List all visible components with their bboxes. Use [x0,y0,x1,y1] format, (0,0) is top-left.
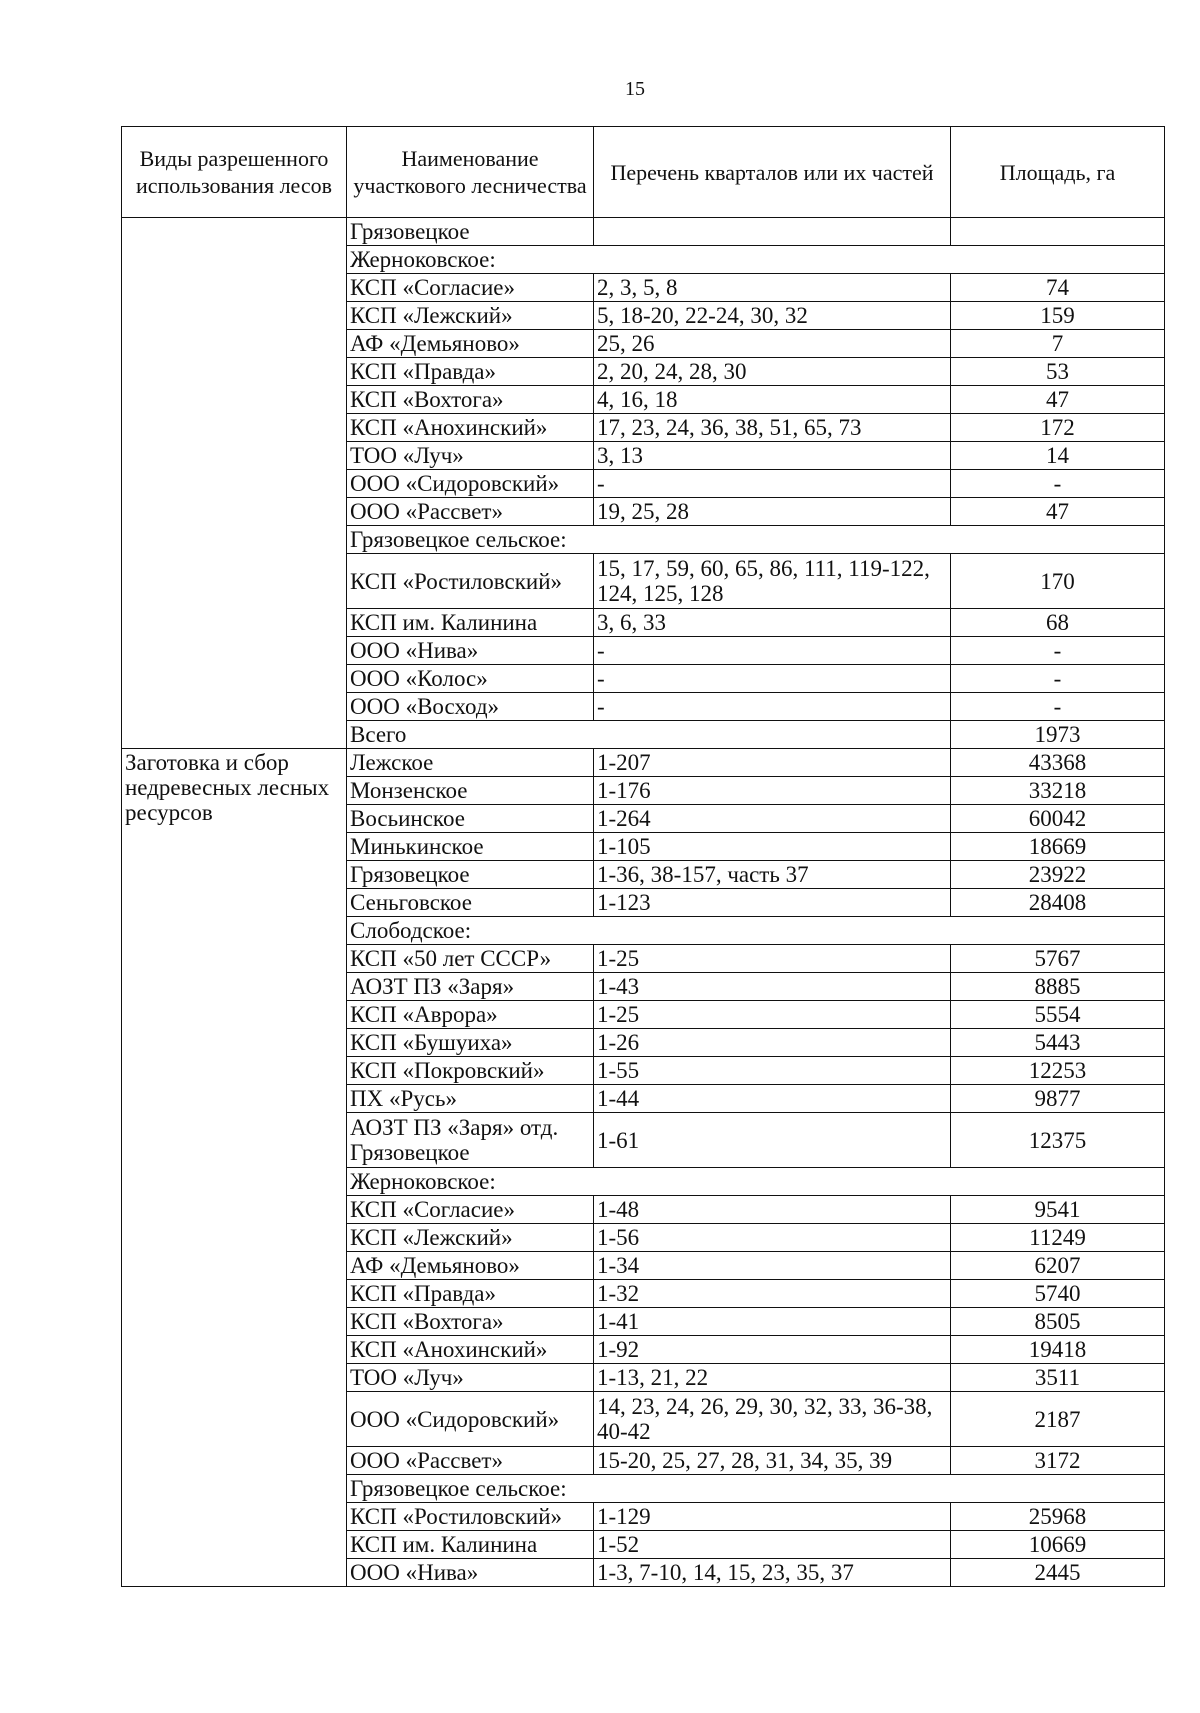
header-area: Площадь, га [951,127,1165,218]
forestry-group-cell: Жерноковское: [347,1168,1165,1196]
forestry-name-cell: КСП им. Калинина [347,609,594,637]
quarters-cell: 1-41 [594,1308,951,1336]
forestry-name-cell: ООО «Колос» [347,665,594,693]
forestry-name-cell: КСП «50 лет СССР» [347,945,594,973]
forestry-name-cell: КСП «Покровский» [347,1057,594,1085]
forestry-name-cell: КСП «Согласие» [347,1196,594,1224]
table-body [122,218,1165,1587]
forestry-name-cell: КСП «Анохинский» [347,414,594,442]
area-cell: 23922 [951,861,1165,889]
quarters-cell: - [594,693,951,721]
area-cell: 2445 [951,1559,1165,1587]
forest-use-table [121,126,1165,1587]
forestry-name-cell: КСП «Лежский» [347,1224,594,1252]
total-label-cell: Всего [347,721,951,749]
area-cell: 47 [951,498,1165,526]
forestry-name-cell: ООО «Сидоровский» [347,1392,594,1447]
area-cell: 14 [951,442,1165,470]
quarters-cell: 15, 17, 59, 60, 65, 86, 111, 119-122, 124, 125, 128 [594,554,951,609]
quarters-cell: 1-207 [594,749,951,777]
quarters-cell: 15-20, 25, 27, 28, 31, 34, 35, 39 [594,1447,951,1475]
quarters-cell: 1-25 [594,945,951,973]
area-cell: 3511 [951,1364,1165,1392]
forestry-name-cell: КСП «Ростиловский» [347,1503,594,1531]
area-cell: 2187 [951,1392,1165,1447]
quarters-cell: 1-52 [594,1531,951,1559]
area-cell: 5767 [951,945,1165,973]
forestry-name-cell: КСП «Лежский» [347,302,594,330]
quarters-cell: 1-264 [594,805,951,833]
area-cell: 3172 [951,1447,1165,1475]
forestry-name-cell: Монзенское [347,777,594,805]
area-cell: 10669 [951,1531,1165,1559]
area-cell: - [951,637,1165,665]
forestry-name-cell: ООО «Нива» [347,637,594,665]
quarters-cell: 1-176 [594,777,951,805]
forestry-name-cell: КСП «Вохтога» [347,1308,594,1336]
quarters-cell: 1-25 [594,1001,951,1029]
quarters-cell: 2, 3, 5, 8 [594,274,951,302]
forestry-name-cell: ООО «Рассвет» [347,498,594,526]
area-cell: 159 [951,302,1165,330]
forestry-name-cell: КСП «Согласие» [347,274,594,302]
area-cell: 1973 [951,721,1165,749]
quarters-cell: 1-129 [594,1503,951,1531]
area-cell: 9541 [951,1196,1165,1224]
area-cell: 8505 [951,1308,1165,1336]
area-cell: 11249 [951,1224,1165,1252]
area-cell: 5443 [951,1029,1165,1057]
quarters-cell: 1-92 [594,1336,951,1364]
area-cell: 5554 [951,1001,1165,1029]
area-cell: 8885 [951,973,1165,1001]
quarters-cell: - [594,665,951,693]
forestry-name-cell: КСП «Вохтога» [347,386,594,414]
quarters-cell: 1-26 [594,1029,951,1057]
quarters-cell: 17, 23, 24, 36, 38, 51, 65, 73 [594,414,951,442]
forestry-group-cell: Жерноковское: [347,246,1165,274]
forestry-name-cell: КСП «Правда» [347,358,594,386]
quarters-cell: 5, 18-20, 22-24, 30, 32 [594,302,951,330]
area-cell: 25968 [951,1503,1165,1531]
quarters-cell: 1-44 [594,1085,951,1113]
forestry-name-cell: Лежское [347,749,594,777]
area-cell: 53 [951,358,1165,386]
forestry-group-cell: Грязовецкое сельское: [347,526,1165,554]
area-cell: 28408 [951,889,1165,917]
area-cell: 47 [951,386,1165,414]
forestry-name-cell: КСП им. Калинина [347,1531,594,1559]
area-cell: 33218 [951,777,1165,805]
quarters-cell: - [594,637,951,665]
quarters-cell: 1-43 [594,973,951,1001]
area-cell: 60042 [951,805,1165,833]
forestry-name-cell: ООО «Сидоровский» [347,470,594,498]
area-cell: 172 [951,414,1165,442]
quarters-cell [594,218,951,246]
use-type-cell [122,218,347,749]
forestry-name-cell: АФ «Демьяново» [347,1252,594,1280]
forestry-name-cell: Сеньговское [347,889,594,917]
area-cell: 12253 [951,1057,1165,1085]
quarters-cell: 1-36, 38-157, часть 37 [594,861,951,889]
forestry-name-cell: ООО «Восход» [347,693,594,721]
table-header-row [122,127,1165,218]
header-quarters: Перечень кварталов или их частей [594,127,951,218]
quarters-cell: 1-55 [594,1057,951,1085]
use-type-cell: Заготовка и сбор недревесных лесных ресурсов [122,749,347,1587]
forestry-name-cell: АОЗТ ПЗ «Заря» отд. Грязовецкое [347,1113,594,1168]
quarters-cell: 1-56 [594,1224,951,1252]
forestry-name-cell: ПХ «Русь» [347,1085,594,1113]
table-row [122,218,1165,246]
page-number: 15 [625,78,645,100]
forestry-name-cell: АОЗТ ПЗ «Заря» [347,973,594,1001]
forestry-group-cell: Слободское: [347,917,1165,945]
area-cell: 68 [951,609,1165,637]
area-cell: 170 [951,554,1165,609]
forestry-name-cell: Грязовецкое [347,218,594,246]
quarters-cell: 1-105 [594,833,951,861]
area-cell: 43368 [951,749,1165,777]
header-forestry-name: Наименование участкового лесничества [347,127,594,218]
forestry-name-cell: КСП «Правда» [347,1280,594,1308]
header-use-type: Виды разрешенного использования лесов [122,127,347,218]
area-cell: 7 [951,330,1165,358]
quarters-cell: 1-123 [594,889,951,917]
forestry-name-cell: КСП «Анохинский» [347,1336,594,1364]
forestry-name-cell: ООО «Нива» [347,1559,594,1587]
area-cell: - [951,693,1165,721]
forestry-name-cell: ТОО «Луч» [347,1364,594,1392]
forestry-name-cell: КСП «Ростиловский» [347,554,594,609]
quarters-cell: 3, 13 [594,442,951,470]
quarters-cell: 4, 16, 18 [594,386,951,414]
forestry-name-cell: КСП «Аврора» [347,1001,594,1029]
quarters-cell: 19, 25, 28 [594,498,951,526]
area-cell: 74 [951,274,1165,302]
quarters-cell: 14, 23, 24, 26, 29, 30, 32, 33, 36-38, 40-42 [594,1392,951,1447]
forestry-name-cell: Грязовецкое [347,861,594,889]
quarters-cell: 1-34 [594,1252,951,1280]
quarters-cell: 1-3, 7-10, 14, 15, 23, 35, 37 [594,1559,951,1587]
forestry-group-cell: Грязовецкое сельское: [347,1475,1165,1503]
quarters-cell: 2, 20, 24, 28, 30 [594,358,951,386]
forestry-name-cell: КСП «Бушуиха» [347,1029,594,1057]
area-cell: 18669 [951,833,1165,861]
quarters-cell: 3, 6, 33 [594,609,951,637]
forestry-name-cell: Восьинское [347,805,594,833]
area-cell: 5740 [951,1280,1165,1308]
quarters-cell: - [594,470,951,498]
forestry-name-cell: ТОО «Луч» [347,442,594,470]
area-cell [951,218,1165,246]
area-cell: 12375 [951,1113,1165,1168]
area-cell: 9877 [951,1085,1165,1113]
quarters-cell: 25, 26 [594,330,951,358]
forestry-name-cell: Минькинское [347,833,594,861]
area-cell: 19418 [951,1336,1165,1364]
quarters-cell: 1-13, 21, 22 [594,1364,951,1392]
quarters-cell: 1-32 [594,1280,951,1308]
area-cell: - [951,665,1165,693]
forestry-name-cell: АФ «Демьяново» [347,330,594,358]
area-cell: - [951,470,1165,498]
quarters-cell: 1-48 [594,1196,951,1224]
table-row [122,749,1165,777]
area-cell: 6207 [951,1252,1165,1280]
forestry-name-cell: ООО «Рассвет» [347,1447,594,1475]
quarters-cell: 1-61 [594,1113,951,1168]
